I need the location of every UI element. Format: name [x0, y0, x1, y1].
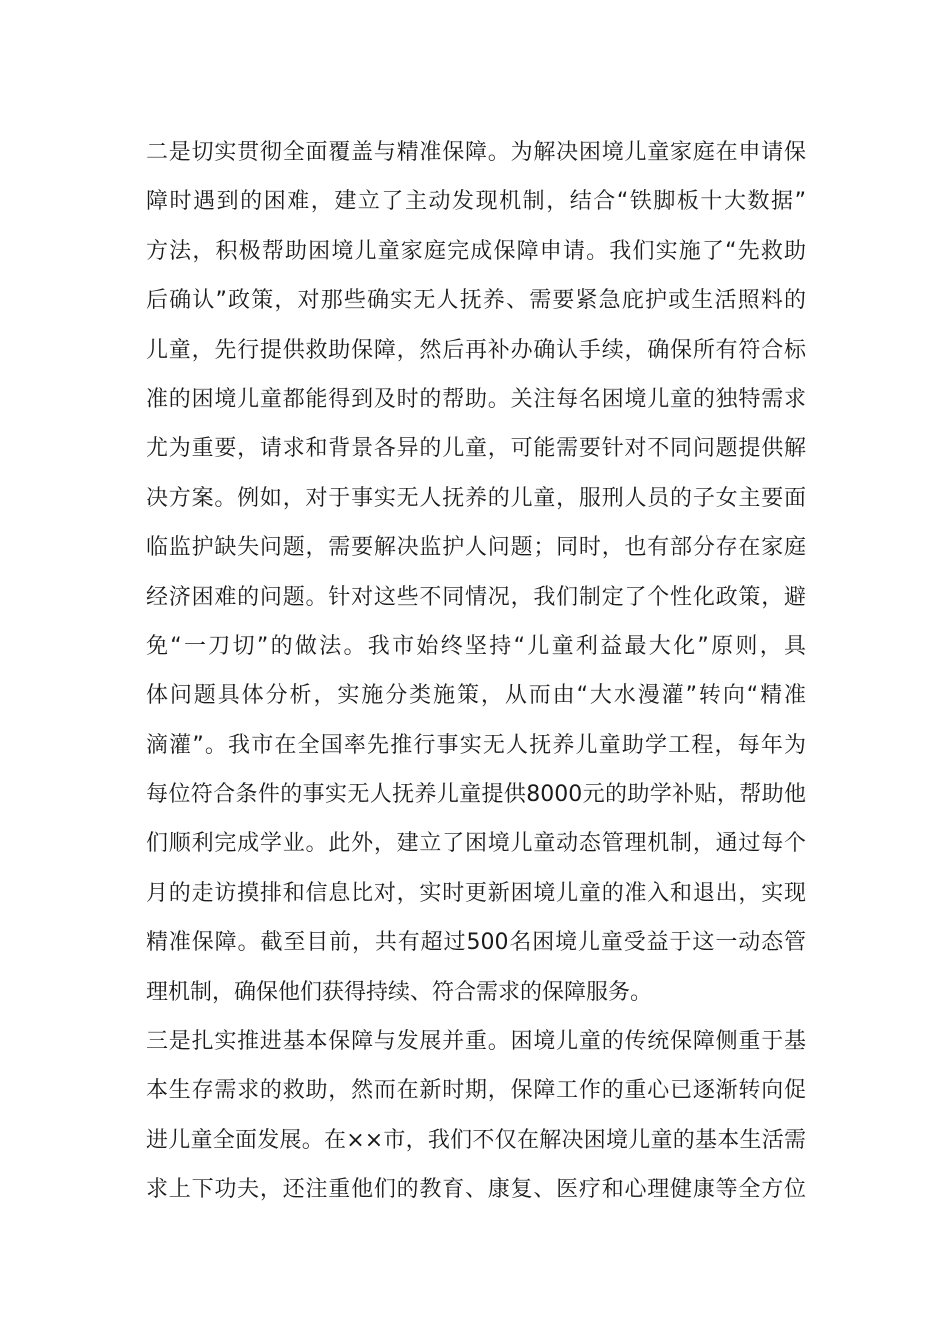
text-line: 决方案。例如，对于事实无人抚养的儿童，服刑人员的子女主要面 [146, 485, 806, 511]
text-line: 三是扎实推进基本保障与发展并重。困境儿童的传统保障侧重于基 [146, 1029, 806, 1055]
text-line: 每位符合条件的事实无人抚养儿童提供8000元的助学补贴，帮助他 [146, 782, 806, 808]
text-line: 儿童，先行提供救助保障，然后再补办确认手续，确保所有符合标 [146, 337, 806, 363]
text-line-last: 理机制，确保他们获得持续、符合需求的保障服务。 [146, 979, 653, 1005]
paragraph-3-basic-and-development [146, 1017, 806, 1215]
text-line: 月的走访摸排和信息比对，实时更新困境儿童的准入和退出，实现 [146, 880, 806, 906]
text-line: 尤为重要，请求和背景各异的儿童，可能需要针对不同问题提供解 [146, 436, 806, 462]
paragraph-2-comprehensive-coverage [146, 128, 806, 1017]
text-line: 精准保障。截至目前，共有超过500名困境儿童受益于这一动态管 [146, 930, 806, 956]
text-line: 本生存需求的救助，然而在新时期，保障工作的重心已逐渐转向促 [146, 1078, 806, 1104]
text-line: 二是切实贯彻全面覆盖与精准保障。为解决困境儿童家庭在申请保 [146, 140, 806, 165]
text-line: 临监护缺失问题，需要解决监护人问题；同时，也有部分存在家庭 [146, 535, 806, 561]
text-line: 后确认”政策，对那些确实无人抚养、需要紧急庇护或生活照料的 [146, 288, 806, 314]
text-line: 免“一刀切”的做法。我市始终坚持“儿童利益最大化”原则，具 [146, 633, 806, 659]
text-line: 滴灌”。我市在全国率先推行事实无人抚养儿童助学工程，每年为 [146, 732, 806, 758]
document-body [146, 128, 806, 1215]
text-line: 方法，积极帮助困境儿童家庭完成保障申请。我们实施了“先救助 [146, 238, 806, 264]
text-line: 进儿童全面发展。在××市，我们不仅在解决困境儿童的基本生活需 [146, 1127, 806, 1153]
text-line: 经济困难的问题。针对这些不同情况，我们制定了个性化政策，避 [146, 584, 806, 610]
text-line: 们顺利完成学业。此外，建立了困境儿童动态管理机制，通过每个 [146, 831, 806, 857]
text-line: 障时遇到的困难，建立了主动发现机制，结合“铁脚板十大数据” [146, 189, 806, 215]
text-line: 求上下功夫，还注重他们的教育、康复、医疗和心理健康等全方位 [146, 1177, 806, 1203]
text-line: 准的困境儿童都能得到及时的帮助。关注每名困境儿童的独特需求 [146, 386, 806, 412]
text-line: 体问题具体分析，实施分类施策，从而由“大水漫灌”转向“精准 [146, 683, 806, 709]
